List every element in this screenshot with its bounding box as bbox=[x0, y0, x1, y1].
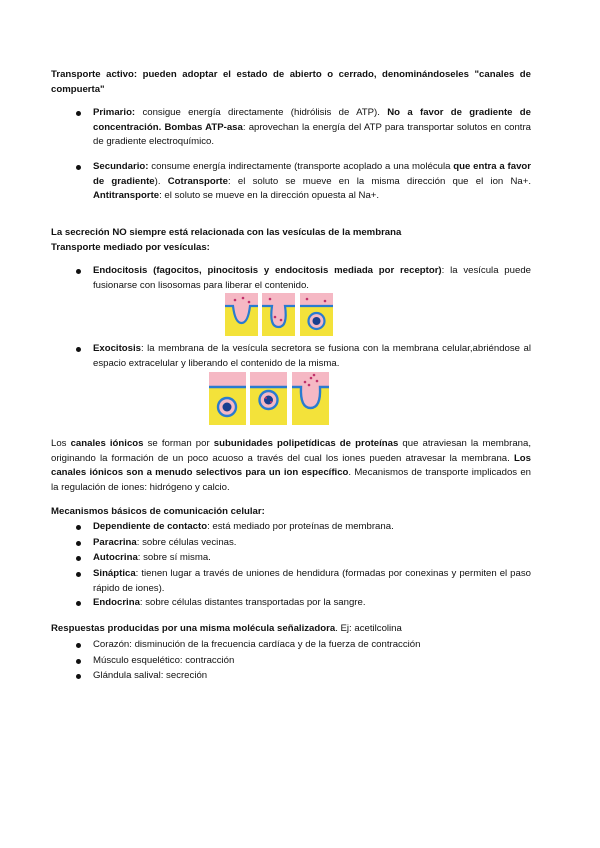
bullet-icon bbox=[76, 572, 81, 577]
corazon-text: Corazón: disminución de la frecuencia cardíaca y de la fuerza de contracción bbox=[93, 639, 421, 650]
secundario-b2: Cotransporte bbox=[167, 175, 228, 187]
exocytosis-panel-1 bbox=[209, 372, 246, 425]
sinaptica-label: Sináptica bbox=[93, 568, 136, 579]
sinaptica-text bbox=[93, 567, 531, 596]
paracrina-text bbox=[93, 536, 531, 551]
list-item-autocrina bbox=[93, 551, 531, 566]
secundario-b1: que entra a favor de gradiente bbox=[93, 161, 532, 187]
endocytosis-panel-2 bbox=[262, 293, 295, 336]
bullet-icon bbox=[76, 525, 81, 530]
bullet-icon bbox=[76, 541, 81, 546]
bullet-icon bbox=[76, 643, 81, 648]
secundario-t3: : el soluto se mueve en la misma dirección que el ion Na+. bbox=[227, 175, 532, 187]
secundario-t1: consume energía indirectamente (transporte acoplado a una molécula bbox=[148, 161, 454, 172]
ion-channels-text bbox=[51, 437, 531, 495]
responses-heading-rest: . Ej: acetilcolina bbox=[335, 623, 402, 634]
active-transport-heading: Transporte activo: pueden adoptar el estado de abierto o cerrado, denominándoseles "canales de compuerta" bbox=[51, 69, 531, 95]
endocrina-desc: : sobre células distantes transportadas por la sangre. bbox=[139, 597, 366, 608]
bullet-icon bbox=[76, 347, 81, 352]
primario-b2: Bombas ATP-asa bbox=[164, 121, 243, 133]
contacto-desc: : está mediado por proteínas de membrana. bbox=[207, 521, 394, 532]
musculo-text: Músculo esquelético: contracción bbox=[93, 655, 235, 666]
communication-heading: Mecanismos básicos de comunicación celular: bbox=[51, 506, 265, 517]
autocrina-text bbox=[93, 551, 531, 566]
autocrina-desc: : sobre sí misma. bbox=[137, 552, 211, 563]
ion-t4: . Mecanismos de transporte implicados en la regulación de iones: hidrógeno y calcio. bbox=[51, 467, 532, 493]
bullet-icon bbox=[76, 674, 81, 679]
communication-heading-block bbox=[51, 505, 531, 520]
endocitosis-desc: : la vesícula puede fusionarse con lisosomas para liberar el contenido. bbox=[93, 265, 531, 291]
secundario-t2: ). bbox=[154, 175, 168, 187]
endocytosis-panel-3 bbox=[300, 293, 333, 336]
list-item-endocitosis bbox=[93, 264, 531, 293]
ion-t3: que atraviesan la membrana, originando la formación de un poco acuoso a través del cual los iones pueden atravesar la membrana. bbox=[51, 438, 531, 464]
ion-channels-paragraph bbox=[51, 437, 531, 495]
list-item-corazon bbox=[93, 638, 531, 653]
exocytosis-diagram bbox=[209, 372, 329, 425]
exocytosis-panel-2 bbox=[250, 372, 287, 425]
secundario-b3: Antitransporte bbox=[93, 190, 160, 202]
exocitosis-text bbox=[93, 342, 531, 371]
endocitosis-text bbox=[93, 264, 531, 293]
exocitosis-desc: : la membrana de la vesícula secretora se fusiona con la membrana celular,abriéndose al espacio extracelular y liberando el contenido de la misma. bbox=[93, 343, 531, 369]
contacto-text bbox=[93, 520, 531, 535]
responses-heading-bold: Respuestas producidas por una misma molécula señalizadora bbox=[51, 623, 336, 634]
vesicle-section-headings bbox=[51, 226, 531, 255]
list-item-contacto bbox=[93, 520, 531, 535]
list-item-secundario bbox=[93, 160, 531, 204]
responses-heading-block bbox=[51, 622, 531, 637]
ion-b3: Los canales iónicos son a menudo selectivos para un ion específico bbox=[51, 452, 531, 479]
vesicle-transport-heading: Transporte mediado por vesículas: bbox=[51, 241, 210, 253]
endocytosis-panel-1 bbox=[225, 293, 258, 336]
ion-t2: se forman por bbox=[143, 438, 214, 449]
list-item-paracrina bbox=[93, 536, 531, 551]
list-item-musculo bbox=[93, 654, 531, 669]
primario-t1: consigue energía directamente (hidrólisis de ATP). bbox=[135, 107, 388, 118]
endocytosis-diagram bbox=[225, 293, 333, 336]
autocrina-label: Autocrina bbox=[93, 552, 138, 563]
exocytosis-panel-3 bbox=[292, 372, 329, 425]
primario-t3: : aprovechan la energía del ATP para transportar solutos en contra de gradiente electroquímico. bbox=[93, 121, 531, 148]
bullet-icon bbox=[76, 659, 81, 664]
secundario-text bbox=[93, 160, 531, 204]
primario-label: Primario: bbox=[93, 107, 136, 118]
bullet-icon bbox=[76, 556, 81, 561]
secretion-heading: La secreción NO siempre está relacionada con las vesículas de la membrana bbox=[51, 227, 402, 238]
list-item-primario bbox=[93, 106, 531, 150]
list-item-endocrina bbox=[93, 596, 531, 611]
bullet-icon bbox=[76, 165, 81, 170]
bullet-icon bbox=[76, 111, 81, 116]
endocrina-label: Endocrina bbox=[93, 597, 140, 608]
contacto-label: Dependiente de contacto bbox=[93, 521, 208, 532]
sinaptica-desc: : tienen lugar a través de uniones de hendidura (formadas por conexinas y permiten el paso rápido de iones). bbox=[93, 568, 531, 594]
ion-b1: canales iónicos bbox=[70, 438, 144, 449]
glandula-text: Glándula salival: secreción bbox=[93, 670, 208, 681]
endocrina-text bbox=[93, 596, 531, 611]
bullet-icon bbox=[76, 269, 81, 274]
exocitosis-label: Exocitosis bbox=[93, 343, 141, 354]
paracrina-label: Paracrina bbox=[93, 537, 137, 548]
list-item-sinaptica bbox=[93, 567, 531, 596]
list-item-glandula bbox=[93, 669, 531, 684]
responses-heading bbox=[51, 622, 531, 637]
active-transport-intro bbox=[51, 68, 531, 97]
list-item-exocitosis bbox=[93, 342, 531, 371]
bullet-icon bbox=[76, 601, 81, 606]
endocitosis-label: Endocitosis (fagocitos, pinocitosis y endocitosis mediada por receptor) bbox=[93, 265, 442, 276]
ion-b2: subunidades polipetídicas de proteínas bbox=[213, 438, 399, 449]
paracrina-desc: : sobre células vecinas. bbox=[136, 537, 237, 548]
primario-b1: No a favor de gradiente de concentración. bbox=[93, 107, 531, 133]
secundario-label: Secundario: bbox=[93, 161, 149, 172]
secundario-t4: : el soluto se mueve en la dirección opuesta al Na+. bbox=[159, 190, 380, 202]
primario-text bbox=[93, 106, 531, 150]
ion-t1: Los bbox=[51, 438, 71, 449]
